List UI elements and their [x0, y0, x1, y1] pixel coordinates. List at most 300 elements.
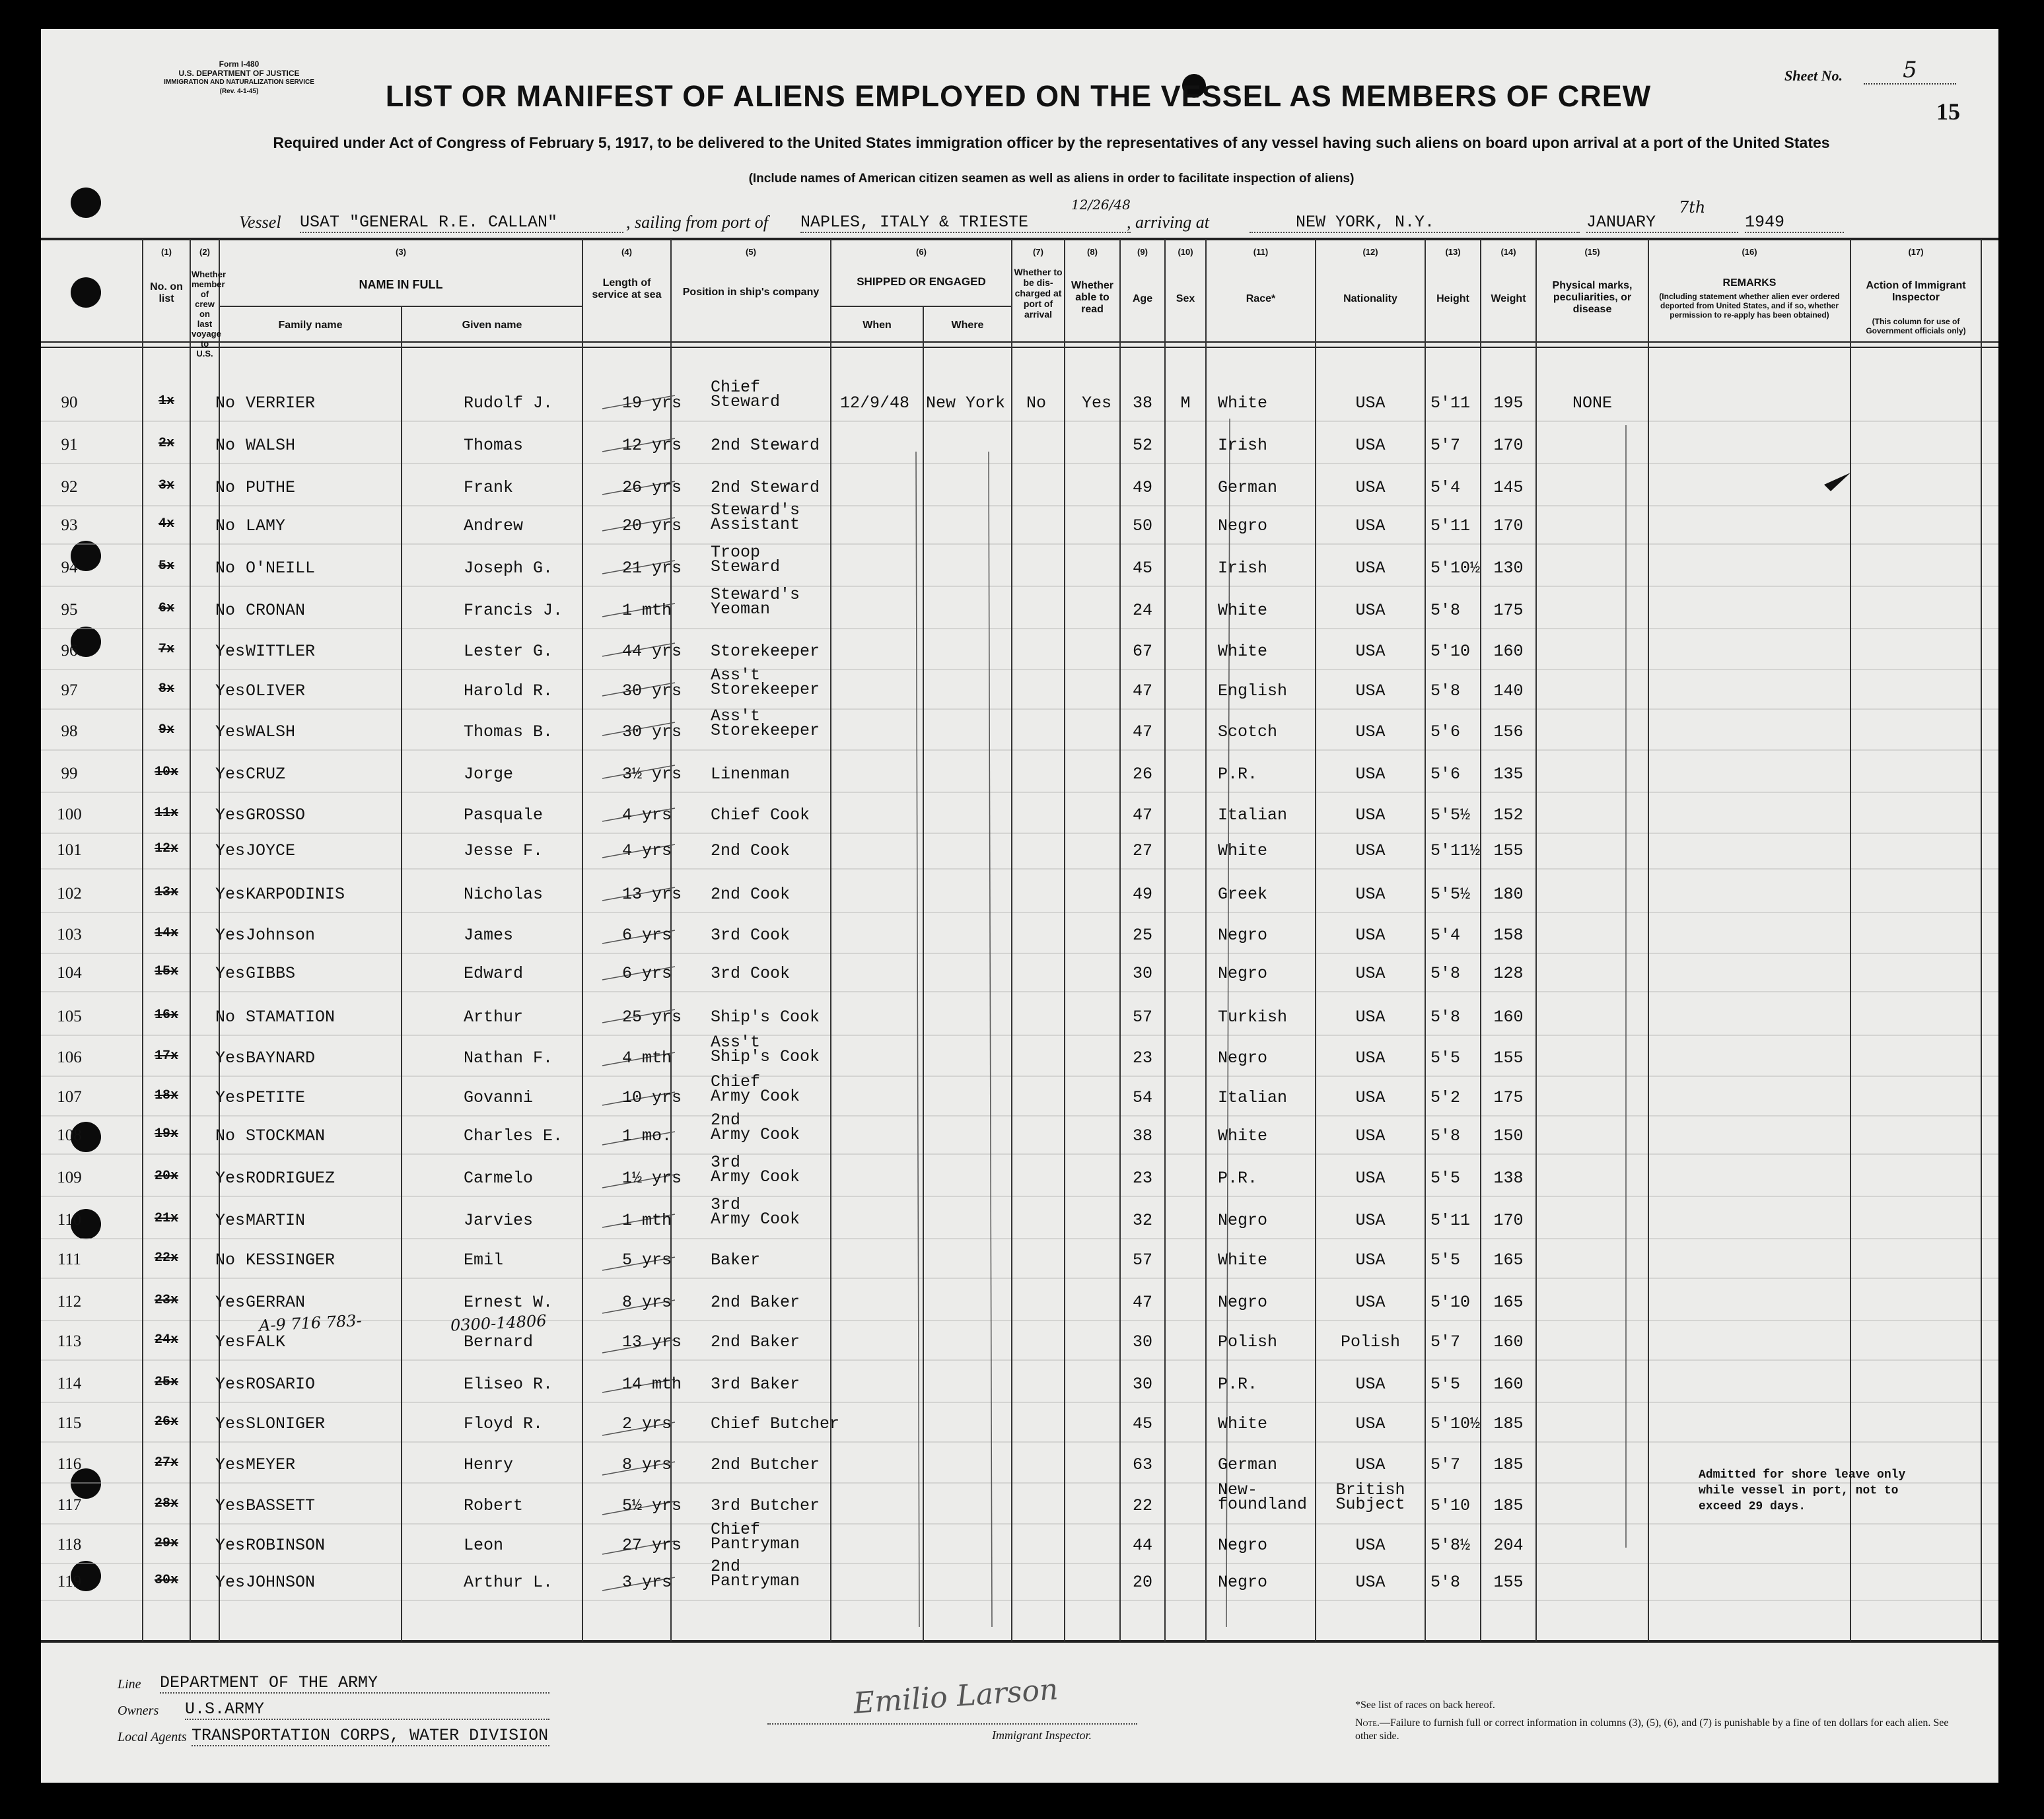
cell-family: BASSETT: [246, 1496, 316, 1515]
cell-nationality: USA: [1355, 926, 1386, 945]
cell-age: 27: [1132, 841, 1152, 860]
cell-race: Negro: [1218, 1573, 1268, 1592]
cell-voyage: No: [215, 394, 236, 413]
cell-nationality: British Subject: [1335, 1480, 1405, 1514]
col-num-17: (17): [1908, 247, 1924, 257]
vessel-name: USAT "GENERAL R.E. CALLAN": [300, 213, 623, 233]
cell-family: STOCKMAN: [246, 1126, 326, 1146]
page-number: 15: [1936, 98, 1960, 125]
manifest-sheet: [41, 29, 1998, 1783]
cell-voyage: Yes: [215, 1293, 246, 1312]
cell-no: 3x: [158, 478, 174, 493]
cell-weight: 204: [1493, 1536, 1524, 1555]
cell-position: 2nd Cook: [711, 885, 791, 904]
inspector-signature: Emilio Larson: [852, 1672, 1059, 1721]
cell-voyage: Yes: [215, 642, 246, 661]
table-row: [41, 1330, 1998, 1371]
cell-voyage: No: [215, 478, 236, 497]
col-head-given-name: Given name: [462, 320, 522, 331]
cell-height: 5'5½: [1430, 806, 1471, 825]
cell-given: Pasquale: [464, 806, 544, 825]
cell-height: 5'8: [1430, 601, 1461, 620]
cell-weight: 155: [1493, 841, 1524, 860]
cell-service: 3 yrs: [622, 1573, 672, 1592]
cell-nationality: USA: [1355, 765, 1386, 784]
cell-given: Carmelo: [464, 1169, 534, 1188]
cell-no: 28x: [154, 1496, 178, 1511]
cell-line: 100: [57, 806, 82, 823]
cell-voyage: Yes: [215, 1573, 246, 1592]
cell-weight: 160: [1493, 1332, 1524, 1352]
cell-age: 38: [1132, 394, 1152, 413]
cell-voyage: Yes: [215, 926, 246, 945]
footer-agents-value: TRANSPORTATION CORPS, WATER DIVISION: [192, 1726, 549, 1745]
cell-family: LAMY: [246, 516, 286, 535]
table-row: [41, 706, 1998, 761]
cell-family: KARPODINIS: [246, 885, 345, 904]
cell-height: 5'6: [1430, 722, 1461, 741]
table-row: [41, 1072, 1998, 1126]
cell-nationality: USA: [1355, 681, 1386, 701]
cell-race: Turkish: [1218, 1008, 1288, 1027]
cell-position: 2nd Baker: [711, 1293, 800, 1312]
cell-voyage: Yes: [215, 1536, 246, 1555]
cell-given: Thomas B.: [464, 722, 553, 741]
cell-height: 5'5: [1430, 1375, 1461, 1394]
cell-no: 25x: [154, 1375, 178, 1390]
cell-weight: 180: [1493, 885, 1524, 904]
col-head-no-on-list: No. on list: [150, 281, 183, 304]
cell-age: 54: [1132, 1088, 1152, 1107]
cell-service: 4 yrs: [622, 806, 672, 825]
cell-age: 25: [1132, 926, 1152, 945]
cell-voyage: Yes: [215, 1332, 246, 1352]
footer-line-value: DEPARTMENT OF THE ARMY: [160, 1673, 549, 1694]
cell-no: 10x: [154, 765, 178, 780]
cell-nationality: USA: [1355, 1211, 1386, 1230]
cell-weight: 170: [1493, 436, 1524, 455]
cell-no: 16x: [154, 1008, 178, 1023]
cell-no: 6x: [158, 601, 174, 616]
cell-age: 22: [1132, 1496, 1152, 1515]
cell-nationality: USA: [1355, 1455, 1386, 1474]
col-head-sex: Sex: [1176, 293, 1195, 304]
cell-height: 5'11: [1430, 1211, 1471, 1230]
cell-line: 117: [57, 1496, 82, 1514]
cell-nationality: USA: [1355, 1169, 1386, 1188]
col-num-7: (7): [1033, 247, 1043, 257]
cell-given: Emil: [464, 1251, 504, 1270]
cell-height: 5'7: [1430, 436, 1461, 455]
cell-position: 2nd Steward: [711, 436, 820, 455]
cell-age: 32: [1132, 1211, 1152, 1230]
race-note: *See list of races on back hereof.: [1355, 1699, 1495, 1711]
col-num-10: (10): [1178, 247, 1193, 257]
cell-given: Jarvies: [464, 1211, 534, 1230]
cell-line: 112: [57, 1293, 82, 1311]
cell-age: 30: [1132, 1332, 1152, 1352]
cell-family: GERRAN: [246, 1293, 306, 1312]
col-head-race: Race*: [1246, 293, 1276, 304]
cell-line: 119: [57, 1573, 82, 1591]
cell-voyage: Yes: [215, 1496, 246, 1515]
cell-weight: 170: [1493, 516, 1524, 535]
cell-height: 5'10: [1430, 1293, 1471, 1312]
cell-nationality: USA: [1355, 806, 1386, 825]
cell-nationality: USA: [1355, 1375, 1386, 1394]
cell-voyage: Yes: [215, 885, 246, 904]
col-head-remarks-note: (Including statement whether alien ever ordered deported from United States, and if so, whether permission to re-apply has been obtained): [1659, 292, 1840, 320]
col-num-13: (13): [1445, 247, 1461, 257]
cell-line: 104: [57, 964, 82, 982]
table-row: [41, 1005, 1998, 1046]
cell-age: 38: [1132, 1126, 1152, 1146]
cell-marks: NONE: [1572, 394, 1612, 413]
cell-discharged: No: [1026, 394, 1047, 413]
cell-weight: 130: [1493, 559, 1524, 578]
cell-line: 102: [57, 885, 82, 903]
cell-position: Ass't Storekeeper: [711, 666, 820, 699]
cell-no: 13x: [154, 885, 178, 900]
cell-nationality: USA: [1355, 1536, 1386, 1555]
cell-age: 45: [1132, 559, 1152, 578]
cell-given: Frank: [464, 478, 514, 497]
cell-weight: 165: [1493, 1251, 1524, 1270]
cell-line: 91: [61, 436, 78, 454]
cell-no: 19x: [154, 1126, 178, 1142]
cell-race: German: [1218, 478, 1278, 497]
cell-nationality: USA: [1355, 1008, 1386, 1027]
cell-line: 109: [57, 1169, 82, 1186]
cell-weight: 160: [1493, 1375, 1524, 1394]
cell-family: RODRIGUEZ: [246, 1169, 335, 1188]
cell-voyage: Yes: [215, 1375, 246, 1394]
col-num-8: (8): [1087, 247, 1098, 257]
cell-weight: 155: [1493, 1048, 1524, 1068]
cell-no: 12x: [154, 841, 178, 856]
cell-line: 106: [57, 1048, 82, 1066]
cell-nationality: USA: [1355, 1126, 1386, 1146]
cell-height: 5'4: [1430, 926, 1461, 945]
cell-service: 13 yrs: [622, 885, 682, 904]
col-head-height: Height: [1436, 293, 1469, 304]
cell-family: GIBBS: [246, 964, 296, 983]
cell-position: 2nd Army Cook: [711, 1111, 800, 1144]
cell-height: 5'8: [1430, 1126, 1461, 1146]
cell-age: 47: [1132, 681, 1152, 701]
cell-line: 115: [57, 1414, 82, 1432]
cell-height: 5'5: [1430, 1048, 1461, 1068]
arrival-year: 1949: [1745, 213, 1844, 233]
cell-position: Steward's Assistant: [711, 500, 800, 534]
cell-service: 26 yrs: [622, 478, 682, 497]
cell-age: 23: [1132, 1169, 1152, 1188]
cell-height: 5'7: [1430, 1455, 1461, 1474]
page-title: LIST OR MANIFEST OF ALIENS EMPLOYED ON THE VESSEL AS MEMBERS OF CREW: [385, 79, 1652, 113]
col-num-2: (2): [199, 247, 210, 257]
cell-family: WALSH: [246, 436, 296, 455]
cell-weight: 158: [1493, 926, 1524, 945]
cell-position: Ass't Ship's Cook: [711, 1033, 820, 1066]
cell-service: 4 yrs: [622, 841, 672, 860]
cell-service: 1 mo.: [622, 1126, 672, 1146]
cell-age: 26: [1132, 765, 1152, 784]
cell-race: P.R.: [1218, 1375, 1258, 1394]
cell-family: WALSH: [246, 722, 296, 741]
col-head-able-to-read: Whether able to read: [1071, 280, 1113, 315]
cell-age: 67: [1132, 642, 1152, 661]
cell-given: Thomas: [464, 436, 524, 455]
cell-age: 49: [1132, 885, 1152, 904]
col-head-length-of-service: Length of service at sea: [592, 277, 662, 300]
cell-weight: 185: [1493, 1455, 1524, 1474]
cell-race: Irish: [1218, 436, 1268, 455]
cell-no: 26x: [154, 1414, 178, 1429]
cell-race: Negro: [1218, 1293, 1268, 1312]
cell-voyage: Yes: [215, 765, 246, 784]
cell-race: Scotch: [1218, 722, 1278, 741]
cell-weight: 155: [1493, 1573, 1524, 1592]
cell-voyage: Yes: [215, 806, 246, 825]
cell-given: James: [464, 926, 514, 945]
cell-given: Francis J.: [464, 601, 563, 620]
cell-line: 116: [57, 1455, 82, 1473]
cell-family: VERRIER: [246, 394, 316, 413]
cell-no: 2x: [158, 436, 174, 451]
cell-no: 22x: [154, 1251, 178, 1266]
cell-nationality: USA: [1355, 885, 1386, 904]
cell-given: Lester G.: [464, 642, 553, 661]
cell-height: 5'11: [1430, 394, 1471, 413]
col-head-where: Where: [951, 320, 984, 331]
cell-no: 11x: [154, 806, 178, 821]
table-row: [41, 1153, 1998, 1207]
cell-hand-family: A-9 716 783-: [258, 1311, 363, 1336]
cell-weight: 185: [1493, 1414, 1524, 1433]
cell-height: 5'11½: [1430, 841, 1481, 860]
cell-height: 5'5: [1430, 1251, 1461, 1270]
cell-no: 23x: [154, 1293, 178, 1308]
cell-read: Yes: [1082, 394, 1112, 413]
cell-service: 14 mth: [622, 1375, 682, 1394]
cell-position: 3rd Cook: [711, 926, 791, 945]
cell-voyage: Yes: [215, 722, 246, 741]
col-num-6: (6): [916, 247, 927, 257]
cell-line: 113: [57, 1332, 82, 1350]
cell-family: ROSARIO: [246, 1375, 316, 1394]
cell-remarks: Admitted for shore leave only while vessel in port, not to exceed 29 days.: [1699, 1468, 1906, 1513]
cell-age: 52: [1132, 436, 1152, 455]
cell-voyage: No: [215, 516, 236, 535]
table-row: [41, 762, 1998, 803]
cell-nationality: USA: [1355, 601, 1386, 620]
cell-weight: 165: [1493, 1293, 1524, 1312]
cell-line: 96: [61, 642, 78, 660]
cell-family: STAMATION: [246, 1008, 335, 1027]
cell-race: Negro: [1218, 1048, 1268, 1068]
table-row: [41, 1468, 1998, 1534]
cell-race: Negro: [1218, 926, 1268, 945]
arriving-label: , arriving at: [1127, 213, 1209, 232]
cell-service: 8 yrs: [622, 1455, 672, 1474]
col-num-12: (12): [1362, 247, 1378, 257]
cell-nationality: USA: [1355, 394, 1386, 413]
cell-line: 94: [61, 559, 78, 576]
sailing-port: NAPLES, ITALY & TRIESTE: [800, 213, 1131, 233]
table-row: [41, 961, 1998, 1002]
table-row: [41, 839, 1998, 879]
footer-line-label: Line: [118, 1677, 141, 1692]
cell-height: 5'8½: [1430, 1536, 1471, 1555]
cell-service: 19 yrs: [622, 394, 682, 413]
page-subtitle: Required under Act of Congress of February 5, 1917, to be delivered to the United States immigration officer by the representatives of any vessel having such aliens on board upon arrival at a port of the United States: [273, 134, 1830, 151]
col-num-16: (16): [1742, 247, 1757, 257]
cell-service: 5 yrs: [622, 1251, 672, 1270]
cell-nationality: USA: [1355, 722, 1386, 741]
cell-voyage: Yes: [215, 841, 246, 860]
cell-nationality: USA: [1355, 1573, 1386, 1592]
cell-family: FALK: [246, 1332, 286, 1352]
vessel-label: Vessel: [239, 213, 281, 232]
cell-race: P.R.: [1218, 1169, 1258, 1188]
cell-line: 99: [61, 765, 78, 782]
cell-no: 5x: [158, 559, 174, 574]
cell-given: Arthur L.: [464, 1573, 553, 1592]
table-row: [41, 378, 1998, 432]
penalty-note-label: Note.: [1355, 1717, 1380, 1729]
cell-sex: M: [1180, 394, 1191, 413]
cell-position: 2nd Baker: [711, 1332, 800, 1352]
cell-given: Floyd R.: [464, 1414, 544, 1433]
cell-service: 1½ yrs: [622, 1169, 682, 1188]
cell-no: 30x: [154, 1573, 178, 1588]
table-row: [41, 585, 1998, 639]
cell-line: 98: [61, 722, 78, 740]
cell-line: 118: [57, 1536, 82, 1554]
cell-voyage: No: [215, 436, 236, 455]
cell-service: 6 yrs: [622, 926, 672, 945]
sheet-label: Sheet No.: [1784, 67, 1843, 84]
cell-position: Linenman: [711, 765, 791, 784]
cell-service: 8 yrs: [622, 1293, 672, 1312]
cell-age: 30: [1132, 964, 1152, 983]
cell-nationality: USA: [1355, 1414, 1386, 1433]
cell-nationality: USA: [1355, 478, 1386, 497]
cell-height: 5'5: [1430, 1169, 1461, 1188]
cell-age: 23: [1132, 1048, 1152, 1068]
cell-age: 44: [1132, 1536, 1152, 1555]
cell-height: 5'8: [1430, 1008, 1461, 1027]
cell-position: 2nd Steward: [711, 478, 820, 497]
col-head-age: Age: [1132, 293, 1153, 304]
col-num-3: (3): [396, 247, 406, 257]
cell-nationality: USA: [1355, 1048, 1386, 1068]
cell-height: 5'10½: [1430, 1414, 1481, 1433]
cell-voyage: Yes: [215, 1088, 246, 1107]
col-head-name-in-full: NAME IN FULL: [359, 278, 443, 291]
cell-family: Johnson: [246, 926, 316, 945]
col-head-position: Position in ship's company: [682, 287, 820, 298]
cell-race: White: [1218, 841, 1268, 860]
cell-given: Bernard: [464, 1332, 534, 1352]
cell-position: Baker: [711, 1251, 761, 1270]
cell-position: 3rd Cook: [711, 964, 791, 983]
cell-nationality: USA: [1355, 1251, 1386, 1270]
cell-position: Troop Steward: [711, 543, 781, 576]
cell-weight: 160: [1493, 642, 1524, 661]
cell-family: WITTLER: [246, 642, 316, 661]
cell-service: 4 mth: [622, 1048, 672, 1068]
cell-weight: 150: [1493, 1126, 1524, 1146]
cell-given: Jesse F.: [464, 841, 544, 860]
penalty-note: [1355, 1717, 1950, 1743]
cell-where: New York: [926, 394, 1006, 413]
col-num-15: (15): [1584, 247, 1600, 257]
cell-height: 5'10: [1430, 642, 1471, 661]
cell-weight: 152: [1493, 806, 1524, 825]
cell-line: 107: [57, 1088, 82, 1106]
cell-family: PUTHE: [246, 478, 296, 497]
cell-weight: 185: [1493, 1496, 1524, 1515]
cell-service: 2 yrs: [622, 1414, 672, 1433]
cell-service: 27 yrs: [622, 1536, 682, 1555]
cell-race: Negro: [1218, 1211, 1268, 1230]
col-head-last-voyage: Whether member of crew on last voyage to U.S.: [192, 269, 226, 359]
cell-nationality: USA: [1355, 436, 1386, 455]
col-head-inspector-note: (This column for use of Government officials only): [1866, 317, 1966, 335]
col-num-14: (14): [1500, 247, 1516, 257]
cell-position: Chief Cook: [711, 806, 810, 825]
table-row: [41, 666, 1998, 720]
cell-weight: 175: [1493, 1088, 1524, 1107]
cell-weight: 135: [1493, 765, 1524, 784]
cell-race: Greek: [1218, 885, 1268, 904]
cell-position: Chief Army Cook: [711, 1072, 800, 1106]
cell-family: BAYNARD: [246, 1048, 316, 1068]
cell-weight: 160: [1493, 1008, 1524, 1027]
cell-given: Edward: [464, 964, 524, 983]
cell-position: Steward's Yeoman: [711, 585, 800, 619]
cell-given: Charles E.: [464, 1126, 563, 1146]
col-head-shipped-engaged: SHIPPED OR ENGAGED: [857, 275, 986, 288]
cell-family: OLIVER: [246, 681, 306, 701]
cell-given: Henry: [464, 1455, 514, 1474]
cell-height: 5'5½: [1430, 885, 1471, 904]
cell-given: Govanni: [464, 1088, 534, 1107]
cell-given: Robert: [464, 1496, 524, 1515]
arrival-day: 7th: [1679, 198, 1706, 217]
cell-no: 20x: [154, 1169, 178, 1184]
table-row: [41, 1372, 1998, 1413]
cell-family: CRUZ: [246, 765, 286, 784]
cell-service: 25 yrs: [622, 1008, 682, 1027]
cell-weight: 138: [1493, 1169, 1524, 1188]
cell-race: White: [1218, 601, 1268, 620]
cell-service: 3½ yrs: [622, 765, 682, 784]
cell-age: 47: [1132, 806, 1152, 825]
form-rev: (Rev. 4-1-45): [219, 88, 259, 95]
cell-race: White: [1218, 1251, 1268, 1270]
cell-line: 103: [57, 926, 82, 944]
cell-family: PETITE: [246, 1088, 306, 1107]
table-row: [41, 803, 1998, 844]
cell-given: Nathan F.: [464, 1048, 553, 1068]
cell-height: 5'8: [1430, 1573, 1461, 1592]
cell-line: 101: [57, 841, 82, 859]
table-row: [41, 1195, 1998, 1249]
cell-race: Polish: [1218, 1332, 1278, 1352]
cell-race: Irish: [1218, 559, 1268, 578]
